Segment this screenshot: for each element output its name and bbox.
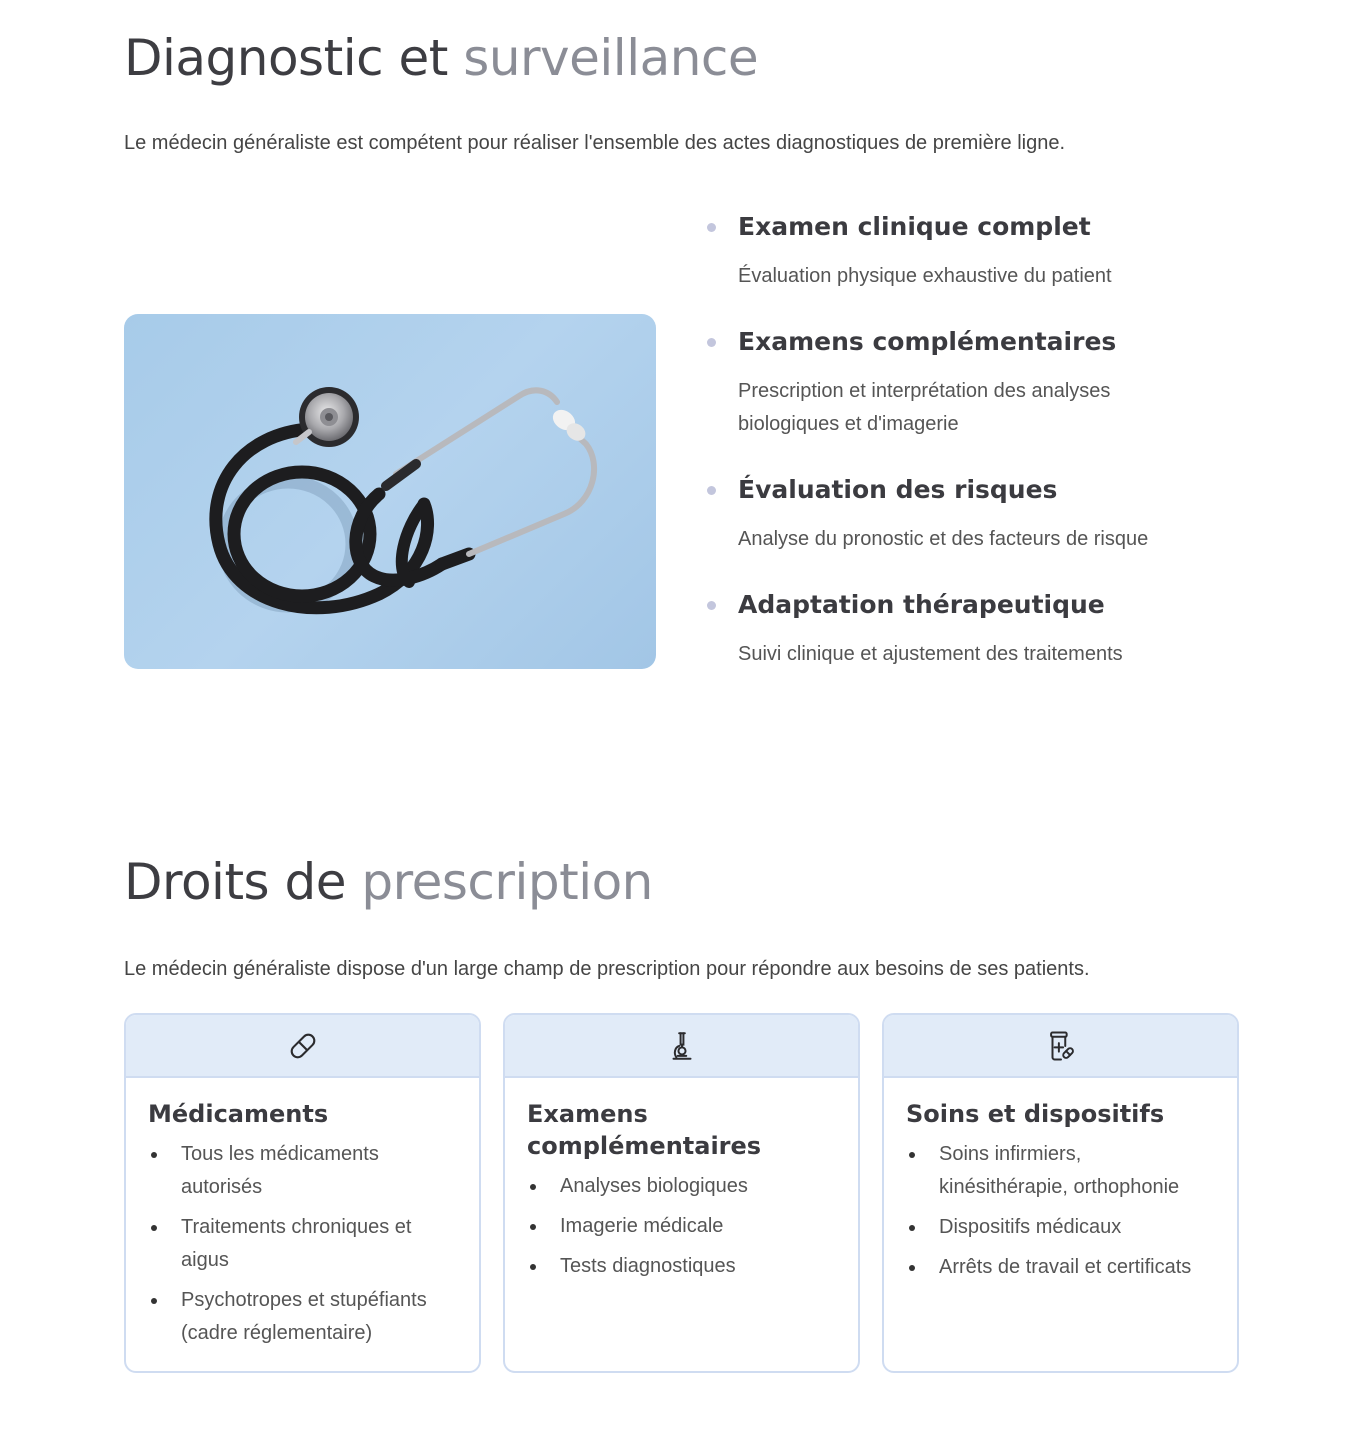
- feature-title: Adaptation thérapeutique: [738, 590, 1105, 619]
- bullet-dot-icon: [707, 338, 716, 347]
- card-title: Médicaments: [148, 1100, 329, 1128]
- title-main: Droits de: [124, 853, 346, 911]
- feature-item: [706, 588, 1266, 671]
- card-title: Examens complémentaires: [527, 1100, 762, 1160]
- card-header: [505, 1015, 858, 1078]
- title-accent: prescription: [361, 853, 653, 911]
- card-header: [126, 1015, 479, 1078]
- list-item: Traitements chroniques et aigus: [148, 1211, 457, 1277]
- list-item: Soins infirmiers, kinésithérapie, orthophonie: [906, 1138, 1215, 1204]
- bullet-dot-icon: [707, 601, 716, 610]
- card-title: Soins et dispositifs: [906, 1100, 1165, 1128]
- stethoscope-illustration: [124, 314, 656, 669]
- title-main: Diagnostic et: [124, 29, 448, 87]
- feature-description: Évaluation physique exhaustive du patient: [738, 265, 1112, 287]
- feature-title: Examen clinique complet: [738, 212, 1091, 241]
- card-list: [906, 1138, 1215, 1284]
- list-item: Dispositifs médicaux: [906, 1211, 1215, 1244]
- feature-description: Analyse du pronostic et des facteurs de risque: [738, 528, 1149, 550]
- microscope-icon: [665, 1029, 699, 1063]
- stethoscope-image: [124, 314, 656, 669]
- feature-title: Évaluation des risques: [738, 475, 1058, 504]
- card-list: [148, 1138, 457, 1350]
- bullet-dot-icon: [707, 486, 716, 495]
- prescription-cards: [124, 1013, 1240, 1373]
- list-item: Psychotropes et stupéfiants (cadre réglementaire): [148, 1284, 457, 1350]
- pill-icon: [285, 1028, 321, 1064]
- diagnostic-features-list: [706, 210, 1266, 703]
- card-examens: [503, 1013, 860, 1373]
- feature-description: Prescription et interprétation des analyses biologiques et d'imagerie: [738, 380, 1111, 435]
- prescription-section: [124, 852, 1240, 981]
- section-title-diagnostic: [124, 28, 1240, 88]
- card-list: [527, 1170, 836, 1283]
- section-title-prescription: [124, 852, 1240, 912]
- list-item: Tests diagnostiques: [527, 1250, 836, 1283]
- bullet-dot-icon: [707, 223, 716, 232]
- feature-item: [706, 473, 1266, 556]
- section-intro: Le médecin généraliste dispose d'un large champ de prescription pour répondre aux besoins de ses patients.: [124, 958, 1090, 980]
- title-accent: surveillance: [463, 29, 759, 87]
- card-medicaments: [124, 1013, 481, 1373]
- card-header: [884, 1015, 1237, 1078]
- list-item: Tous les médicaments autorisés: [148, 1138, 457, 1204]
- medicine-bottle-icon: [1044, 1029, 1078, 1063]
- card-soins: [882, 1013, 1239, 1373]
- list-item: Imagerie médicale: [527, 1210, 836, 1243]
- feature-item: [706, 210, 1266, 293]
- diagnostic-section: [124, 28, 1240, 155]
- feature-title: Examens complémentaires: [738, 327, 1117, 356]
- list-item: Arrêts de travail et certificats: [906, 1251, 1215, 1284]
- list-item: Analyses biologiques: [527, 1170, 836, 1203]
- feature-item: [706, 325, 1266, 441]
- section-intro: Le médecin généraliste est compétent pour réaliser l'ensemble des actes diagnostiques de première ligne.: [124, 132, 1066, 154]
- feature-description: Suivi clinique et ajustement des traitements: [738, 643, 1123, 665]
